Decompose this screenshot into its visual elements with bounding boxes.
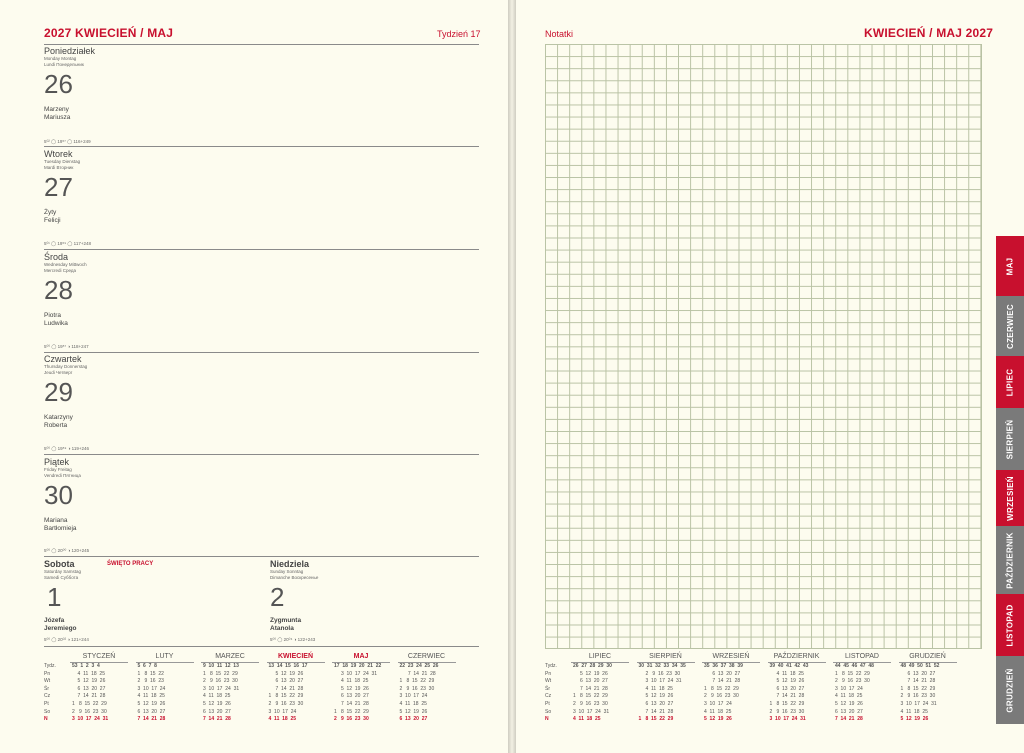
day-name: Sobota	[44, 559, 75, 569]
name-day	[44, 617, 254, 633]
calendar-day-row: 7 14 21 28	[399, 670, 436, 677]
calendar-day-row: 4 11 18 25	[769, 670, 804, 677]
calendar-day-row: 7 14 21 28	[203, 716, 231, 723]
day-name-translation: Lundi Понедельник	[44, 61, 84, 67]
month-tab-label: LISTOPAD	[1005, 603, 1015, 647]
day-block-sunday[interactable]	[270, 559, 478, 633]
calendar-day-row: 6 13 20 27	[573, 678, 608, 685]
calendar-day-row: 4 11 18 25	[334, 678, 369, 685]
name-day-2: Roberta	[44, 422, 68, 429]
day-number: 1	[47, 582, 62, 612]
calendar-day-row: 6 13 20 27	[835, 708, 863, 715]
day-number: 2	[270, 582, 285, 612]
sun-info: 5⁰⁰ ◯ 20⁰⁴ ◑ 122+243	[270, 637, 316, 642]
calendar-day-row: 6 13 20 27	[203, 708, 231, 715]
calendar-day-row: 2 9 16 23 30	[573, 701, 608, 707]
calendar-row-label: Pt	[44, 701, 49, 707]
calendar-day-row: 5 12 19 26	[704, 716, 732, 723]
left-page	[0, 0, 508, 753]
holiday-label: ŚWIĘTO PRACY	[107, 561, 154, 567]
day-rule	[44, 146, 479, 147]
calendar-day-row: 3 10 17 24	[268, 708, 297, 715]
calendar-day-row: 5 12 19 26	[900, 716, 929, 723]
calendar-week-numbers: 26 27 28 29 30	[573, 663, 612, 669]
day-block-friday[interactable]	[44, 457, 478, 533]
calendar-day-row: 4 11 18 25	[399, 701, 427, 707]
day-rule	[44, 646, 479, 647]
calendar-day-row: 1 8 15 22 29	[268, 693, 304, 700]
calendar-day-row: 5 12 19 26	[638, 693, 674, 700]
month-tab-listopad[interactable]	[996, 594, 1024, 656]
calendar-month-name: GRUDZIEŃ	[909, 653, 946, 660]
calendar-day-row: 7 14 21 28	[72, 693, 106, 700]
day-name-translation: Thursday Donnerstag	[44, 364, 88, 369]
day-block-thursday[interactable]	[44, 354, 478, 430]
day-number: 30	[44, 480, 73, 510]
month-tab-label: GRUDZIEŃ	[1005, 667, 1015, 713]
month-tab-maj[interactable]	[996, 236, 1024, 296]
month-tab-lipiec[interactable]	[996, 356, 1024, 408]
month-tab-label: MAJ	[1005, 257, 1015, 275]
calendar-day-row: 3 10 17 24 31	[769, 716, 806, 723]
name-day	[44, 209, 478, 225]
calendar-day-row: 5 12 19 26	[399, 708, 428, 715]
calendar-day-row: 5 12 19 26	[573, 670, 608, 677]
name-day-1: Mariana	[44, 517, 68, 524]
calendar-day-row: 4 11 18 25	[137, 693, 165, 700]
calendar-day-row: 3 10 17 24	[835, 685, 863, 692]
sun-info: 5⁰⁰ ◯ 19⁵⁹ ◑ 119+246	[44, 446, 89, 451]
calendar-day-row: 3 10 17 24 31	[900, 701, 937, 707]
calendar-day-row: 1 8 15 22 29	[835, 670, 870, 677]
calendar-day-row: 4 11 18 25	[203, 693, 231, 700]
calendar-row-label: Pt	[545, 701, 550, 707]
calendar-day-row: 1 8 15 22 29	[769, 701, 805, 707]
calendar-week-numbers: 13 14 15 16 17	[268, 663, 308, 669]
calendar-row-label: So	[44, 708, 51, 715]
day-rule	[44, 556, 479, 557]
calendar-day-row: 3 10 17 24	[399, 693, 428, 700]
calendar-day-row: 3 10 17 24	[137, 685, 166, 692]
name-day-1: Marzeny	[44, 106, 69, 113]
month-tab-label: WRZESIEŃ	[1005, 475, 1015, 521]
month-tab-label: CZERWIEC	[1005, 303, 1015, 349]
month-tab-październik[interactable]	[996, 526, 1024, 594]
day-number: 29	[44, 377, 73, 407]
calendar-day-row: 3 10 17 24 31	[334, 670, 378, 677]
day-block-saturday[interactable]	[44, 559, 254, 633]
calendar-row-label: Wt	[44, 678, 51, 685]
calendar-day-row: 6 13 20 27	[72, 685, 106, 692]
calendar-day-row: 3 10 17 24 31	[573, 708, 610, 715]
day-block-monday[interactable]	[44, 46, 478, 122]
day-block-tuesday[interactable]	[44, 149, 478, 225]
calendar-day-row: 5 12 19 26	[137, 701, 166, 707]
calendar-month-name: STYCZEŃ	[82, 653, 116, 660]
name-day-2: Bartłomieja	[44, 525, 77, 532]
calendar-week-numbers: 9 10 11 12 13	[203, 663, 239, 669]
calendar-day-row: 1 8 15 22 29	[399, 678, 435, 685]
name-day-2: Felicji	[44, 217, 61, 224]
name-day	[44, 106, 478, 122]
month-tab-sierpień[interactable]	[996, 408, 1024, 470]
month-tab-czerwiec[interactable]	[996, 296, 1024, 356]
calendar-month-name: CZERWIEC	[407, 653, 446, 660]
calendar-day-row: 7 14 21 28	[704, 678, 741, 685]
calendar-day-row: 2 9 16 23 30	[769, 708, 805, 715]
calendar-day-row: 1 8 15 22 29	[203, 670, 238, 677]
calendar-week-numbers: 53 1 2 3 4	[72, 663, 100, 669]
calendar-row-label: Cz	[44, 693, 51, 700]
calendar-day-row: 6 13 20 27	[900, 670, 936, 677]
sun-info: 5⁰⁰ ◯ 20⁰² ◑ 121+244	[44, 637, 89, 642]
calendar-day-row: 7 14 21 28	[835, 716, 863, 723]
calendar-day-row: 6 13 20 27	[268, 678, 304, 685]
calendar-day-row: 1 8 15 22 29	[573, 693, 608, 700]
name-day	[44, 414, 478, 430]
calendar-week-numbers: 17 18 19 20 21 22	[334, 663, 382, 669]
calendar-day-row: 2 9 16 23 30	[900, 693, 936, 700]
calendar-day-row: 3 10 17 24 31	[203, 685, 240, 692]
day-name-translation: Sunday Sonntag	[270, 569, 304, 574]
calendar-month-name: LIPIEC	[588, 653, 612, 660]
book-gutter	[508, 0, 516, 753]
calendar-day-row: 6 13 20 27	[137, 708, 166, 715]
calendar-week-numbers: 44 45 46 47 48	[835, 663, 874, 669]
day-name: Niedziela	[270, 559, 310, 569]
calendar-day-row: 6 13 20 27	[334, 693, 369, 700]
calendar-day-row: 2 9 16 23	[137, 678, 164, 685]
day-name-translation: Samedi Суббота	[44, 574, 79, 580]
day-name: Poniedziałek	[44, 46, 96, 56]
calendar-week-numbers: 39 40 41 42 43	[769, 663, 809, 669]
calendar-row-label: N	[545, 716, 549, 723]
calendar-day-row: 1 8 15 22 29	[638, 716, 674, 723]
day-number: 28	[44, 275, 73, 305]
day-name-translation: Saturday Samstag	[44, 569, 82, 574]
calendar-day-row: 1 8 15 22 29	[334, 708, 369, 715]
calendar-month-name: LUTY	[155, 653, 174, 660]
day-name-translation: Dimanche Воскресенье	[270, 574, 319, 580]
notes-label: Notatki	[545, 29, 574, 39]
day-name: Wtorek	[44, 149, 73, 159]
day-name-translation: Mardi Вторник	[44, 164, 74, 170]
header-rule	[44, 44, 479, 45]
calendar-row-label: Śr	[545, 685, 550, 692]
name-day	[44, 312, 478, 328]
calendar-day-row: 5 12 19 26	[72, 678, 106, 685]
calendar-day-row: 2 9 16 23 30	[334, 716, 369, 723]
name-day-1: Zygmunta	[270, 617, 302, 624]
month-tab-wrzesień[interactable]	[996, 470, 1024, 526]
day-name-translation: Mercredi Среда	[44, 267, 77, 273]
day-name-translation: Monday Montag	[44, 56, 77, 61]
name-day-1: Katarzyny	[44, 414, 73, 421]
calendar-week-numbers: 35 36 37 38 39	[704, 663, 743, 669]
calendar-day-row: 7 14 21 28	[769, 693, 805, 700]
calendar-day-row: 2 9 16 23 30	[704, 693, 739, 700]
calendar-month-name: MARZEC	[215, 653, 245, 660]
calendar-day-row: 5 12 19 26	[268, 670, 304, 677]
month-tab-label: PAŹDZIERNIK	[1005, 531, 1015, 589]
calendar-day-row: 2 9 16 23 30	[72, 708, 107, 715]
day-name: Piątek	[44, 457, 70, 467]
calendar-row-label: Tydz.	[545, 663, 557, 669]
calendar-day-row: 2 9 16 23 30	[203, 678, 238, 685]
calendar-day-row: 2 9 16 23 30	[835, 678, 870, 685]
day-name: Środa	[44, 252, 69, 262]
calendar-day-row: 1 8 15 22	[137, 670, 164, 677]
calendar-day-row: 4 11 18 25	[72, 670, 105, 677]
calendar-day-row: 2 9 16 23 30	[638, 670, 681, 677]
day-number: 27	[44, 172, 73, 202]
day-block-wednesday[interactable]	[44, 252, 478, 328]
calendar-row-label: Cz	[545, 693, 552, 700]
calendar-day-row: 7 14 21 28	[573, 685, 608, 692]
calendar-day-row: 7 14 21 28	[137, 716, 166, 723]
calendar-day-row: 3 10 17 24	[704, 701, 732, 707]
calendar-day-row: 2 9 16 23 30	[268, 701, 304, 707]
calendar-week-numbers: 22 23 24 25 26	[399, 663, 439, 669]
calendar-day-row: 4 11 18 25	[638, 685, 673, 692]
name-day	[270, 617, 478, 633]
calendar-row-label: Tydz.	[44, 663, 56, 669]
day-name-translation: Friday Freitag	[44, 467, 72, 472]
calendar-week-numbers: 30 31 32 33 34 35	[638, 663, 686, 669]
day-name: Czwartek	[44, 354, 82, 364]
calendar-day-row: 5 12 19 26	[203, 701, 231, 707]
calendar-day-row: 7 14 21 28	[334, 701, 369, 707]
month-tab-label: LIPIEC	[1005, 368, 1015, 396]
month-tab-grudzień[interactable]	[996, 656, 1024, 724]
name-day-1: Józefa	[44, 617, 65, 624]
page-title: 2027 KWIECIEŃ / MAJ	[44, 26, 174, 40]
calendar-week-numbers: 5 6 7 8	[137, 663, 157, 669]
name-day-2: Ludwika	[44, 320, 68, 327]
sun-info: 5⁰¹ ◯ 19⁵⁹ ◯ 117+248	[44, 241, 91, 246]
calendar-day-row: 1 8 15 22 29	[72, 701, 107, 707]
calendar-day-row: 3 10 17 24 31	[72, 716, 109, 723]
calendar-row-label: Pn	[44, 670, 51, 677]
calendar-day-row: 6 13 20 27	[704, 670, 741, 677]
calendar-month-name: KWIECIEŃ	[278, 653, 313, 660]
calendar-day-row: 4 11 18 25	[835, 693, 863, 700]
calendar-day-row: 7 14 21 28	[900, 678, 936, 685]
month-tab-label: SIERPIEŃ	[1005, 419, 1015, 459]
calendar-day-row: 6 13 20 27	[638, 701, 674, 707]
calendar-day-row: 7 14 21 28	[638, 708, 674, 715]
calendar-day-row: 5 12 19 26	[334, 685, 369, 692]
page-title: KWIECIEŃ / MAJ 2027	[864, 26, 994, 40]
calendar-day-row: 2 9 16 23 30	[399, 685, 435, 692]
day-rule	[44, 454, 479, 455]
calendar-row-label: Śr	[44, 685, 49, 692]
name-day	[44, 517, 478, 533]
day-name-translation: Jeudi Четверг	[44, 369, 73, 375]
calendar-day-row: 6 13 20 27	[769, 685, 805, 692]
calendar-day-row: 4 11 18 25	[573, 716, 601, 723]
day-name-translation: Wednesday Mittwoch	[44, 262, 87, 267]
day-name-translation: Tuesday Dienstag	[44, 159, 81, 164]
name-day-1: Piotra	[44, 312, 61, 319]
calendar-month-name: LISTOPAD	[845, 653, 879, 660]
calendar-row-label: So	[545, 708, 552, 715]
calendar-row-label: N	[44, 716, 48, 723]
day-rule	[44, 352, 479, 353]
calendar-day-row: 5 12 19 26	[835, 701, 863, 707]
calendar-month-name: WRZESIEŃ	[712, 653, 750, 660]
sun-info: 5⁰² ◯ 19⁵⁷ ◯ 116+249	[44, 139, 91, 144]
sun-info: 5⁰⁰ ◯ 19⁵⁷ ◑ 118+247	[44, 344, 89, 349]
calendar-month-name: SIERPIEŃ	[649, 653, 682, 660]
calendar-week-numbers: 48 49 50 51 52	[900, 663, 940, 669]
calendar-day-row: 1 8 15 22 29	[704, 685, 739, 692]
calendar-month-name: MAJ	[353, 653, 369, 660]
calendar-day-row: 7 14 21 28	[268, 685, 304, 692]
day-number: 26	[44, 69, 73, 99]
calendar-day-row: 3 10 17 24 31	[638, 678, 682, 685]
day-name-translation: Vendredi Пятница	[44, 472, 81, 478]
name-day-2: Atanola	[270, 625, 294, 632]
day-rule	[44, 249, 479, 250]
sun-info: 5⁰⁰ ◯ 20⁰⁰ ◑ 120+245	[44, 548, 90, 553]
calendar-day-row: 4 11 18 25	[268, 716, 297, 723]
notes-grid[interactable]	[545, 44, 982, 649]
calendar-day-row: 6 13 20 27	[399, 716, 428, 723]
calendar-day-row: 5 12 19 26	[769, 678, 805, 685]
calendar-month-name: PAŹDZIERNIK	[773, 653, 820, 660]
name-day-2: Mariusza	[44, 114, 71, 121]
calendar-day-row: 4 11 18 25	[900, 708, 928, 715]
calendar-row-label: Pn	[545, 670, 552, 677]
calendar-day-row: 1 8 15 22 29	[900, 685, 936, 692]
calendar-day-row: 4 11 18 25	[704, 708, 732, 715]
name-day-1: Żyty	[44, 209, 57, 216]
week-number: Tydzień 17	[437, 29, 481, 39]
calendar-row-label: Wt	[545, 678, 552, 685]
name-day-2: Jeremiego	[44, 625, 77, 632]
